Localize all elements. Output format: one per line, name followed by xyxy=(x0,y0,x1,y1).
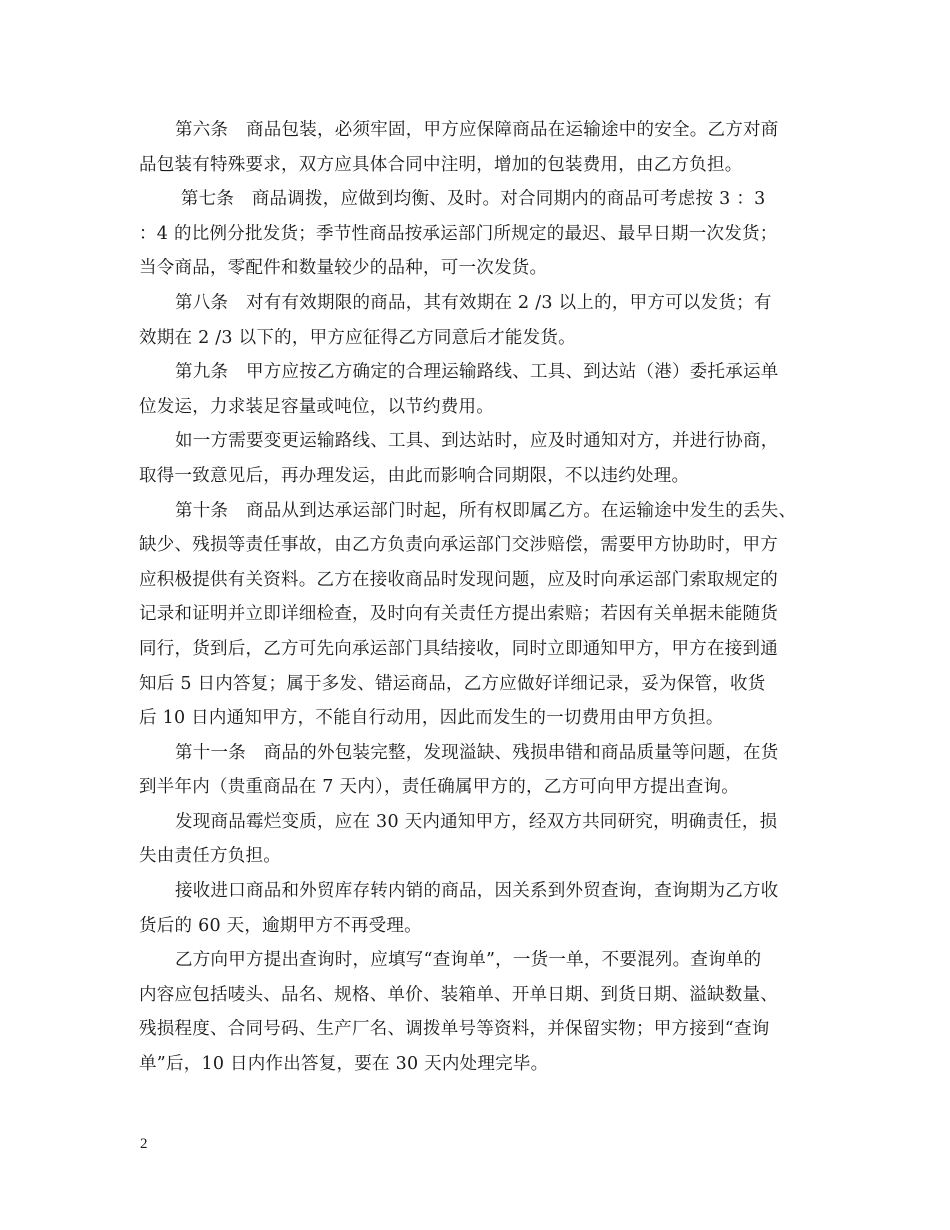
text-line: 内容应包括唛头、品名、规格、单价、装箱单、开单日期、到货日期、溢缺数量、 xyxy=(139,984,778,1005)
text-line: 如一方需要变更运输路线、工具、到达站时，应及时通知对方，并进行协商， xyxy=(175,431,779,452)
text-line: 取得一致意见后，再办理发运，由此而影响合同期限，不以违约处理。 xyxy=(139,465,690,486)
document-body xyxy=(139,113,819,1082)
text-line: 记录和证明并立即详细检查，及时向有关责任方提出索赔；若因有关单据未能随货 xyxy=(139,604,778,625)
text-line: 乙方向甲方提出查询时，应填写“查询单”，一货一单，不要混列。查询单的 xyxy=(175,950,762,971)
text-line: 知后 5 日内答复；属于多发、错运商品，乙方应做好详细记录，妥为保管，收货 xyxy=(139,673,766,694)
text-line: ：4 的比例分批发货；季节性商品按承运部门所规定的最迟、最早日期一次发货； xyxy=(139,223,778,244)
page-number: 2 xyxy=(140,1136,148,1152)
text-line: 失由责任方负担。 xyxy=(139,846,281,867)
text-line: 缺少、残损等责任事故，由乙方负责向承运部门交涉赔偿，需要甲方协助时，甲方 xyxy=(139,535,778,556)
text-line: 品包装有特殊要求，双方应具体合同中注明，增加的包装费用，由乙方负担。 xyxy=(139,154,743,175)
text-line: 第十一条 商品的外包装完整，发现溢缺、残损串错和商品质量等问题，在货 xyxy=(175,742,779,763)
text-line: 位发运，力求装足容量或吨位，以节约费用。 xyxy=(139,396,494,417)
text-line: 残损程度、合同号码、生产厂名、调拨单号等资料，并保留实物；甲方接到“查询 xyxy=(139,1019,770,1040)
text-line: 接收进口商品和外贸库存转内销的商品，因关系到外贸查询，查询期为乙方收 xyxy=(175,881,779,902)
text-line: 同行，货到后，乙方可先向承运部门具结接收，同时立即通知甲方，甲方在接到通 xyxy=(139,638,778,659)
text-line: 发现商品霉烂变质，应在 30 天内通知甲方，经双方共同研究，明确责任，损 xyxy=(175,811,778,832)
text-line: 应积极提供有关资料。乙方在接收商品时发现问题，应及时向承运部门索取规定的 xyxy=(139,569,778,590)
text-line: 第六条 商品包装，必须牢固，甲方应保障商品在运输途中的安全。乙方对商 xyxy=(175,120,779,140)
text-line: 第八条 对有有效期限的商品，其有效期在 2 /3 以上的，甲方可以发货；有 xyxy=(175,292,772,313)
text-line: 到半年内（贵重商品在 7 天内），责任确属甲方的，乙方可向甲方提出查询。 xyxy=(139,777,740,798)
text-line: 单”后，10 日内作出答复，要在 30 天内处理完毕。 xyxy=(139,1054,549,1075)
text-line: 后 10 日内通知甲方，不能自行动用，因此而发生的一切费用由甲方负担。 xyxy=(139,708,724,729)
text-line: 效期在 2 /3 以下的，甲方应征得乙方同意后才能发货。 xyxy=(139,327,576,348)
text-line: 第十条 商品从到达承运部门时起，所有权即属乙方。在运输途中发生的丢失、 xyxy=(175,500,797,521)
text-line: 货后的 60 天，逾期甲方不再受理。 xyxy=(139,915,422,936)
text-line: 第九条 甲方应按乙方确定的合理运输路线、工具、到达站（港）委托承运单 xyxy=(175,362,779,383)
text-line: 当令商品，零配件和数量较少的品种，可一次发货。 xyxy=(139,258,548,279)
text-line: 第七条 商品调拨，应做到均衡、及时。对合同期内的商品可考虑按 3 ：3 xyxy=(175,189,766,210)
